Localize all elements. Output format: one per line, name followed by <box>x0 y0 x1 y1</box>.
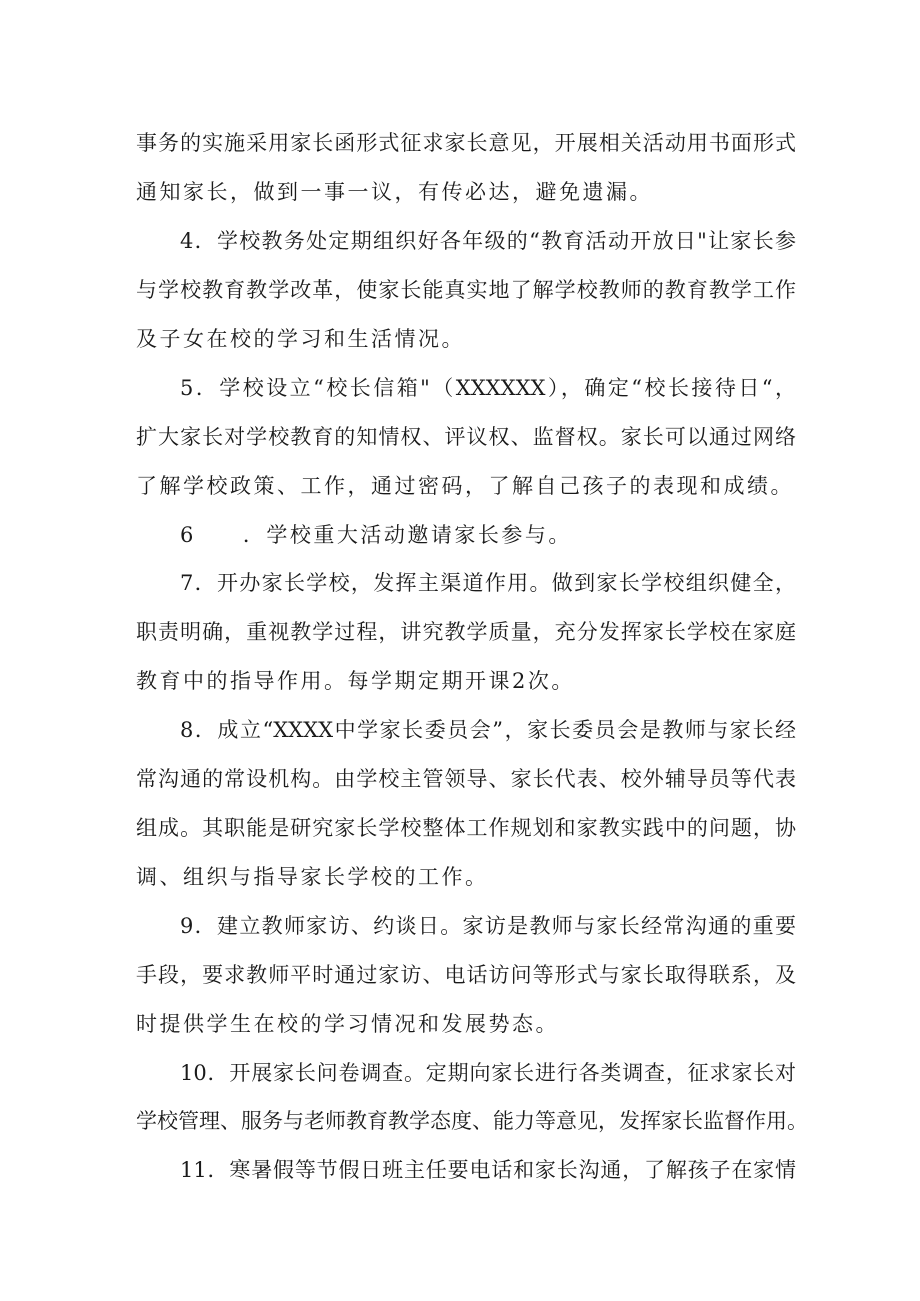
text-line: 及子女在校的学习和生活情况。 <box>136 327 465 351</box>
paragraph-9-start: 9．建立教师家访、约谈日。家访是教师与家长经常沟通的重要 <box>180 914 796 938</box>
text-line: 学校管理、服务与老师教育教学态度、能力等意见，发挥家长监督作用。 <box>136 1109 808 1133</box>
paragraph-4-start: 4．学校教务处定期组织好各年级的“教育活动开放日"让家长参 <box>180 229 796 253</box>
text-line: 了解学校政策、工作，通过密码，了解自己孩子的表现和成绩。 <box>136 474 794 498</box>
text-line: 时提供学生在校的学习情况和发展势态。 <box>136 1012 559 1036</box>
paragraph-10-start: 10．开展家长问卷调查。定期向家长进行各类调查，征求家长对 <box>180 1061 796 1085</box>
text-line: 职责明确，重视教学过程，讲究教学质量，充分发挥家长学校在家庭 <box>136 620 796 644</box>
paragraph-7-start: 7．开办家长学校，发挥主渠道作用。做到家长学校组织健全， <box>180 571 796 595</box>
text-line: 手段，要求教师平时通过家访、电话访问等形式与家长取得联系，及 <box>136 963 796 987</box>
text-line: 扩大家长对学校教育的知情权、评议权、监督权。家长可以通过网络 <box>136 425 796 449</box>
text-line: 常沟通的常设机构。由学校主管领导、家长代表、校外辅导员等代表 <box>136 767 796 791</box>
text-line: 通知家长，做到一事一议，有传必达，避免遗漏。 <box>136 180 653 204</box>
text-line: 与学校教育教学改革，使家长能真实地了解学校教师的教育教学工作 <box>136 278 796 302</box>
paragraph-6: 6 ．学校重大活动邀请家长参与。 <box>180 523 572 547</box>
paragraph-8-start: 8．成立“XXXX中学家长委员会”，家长委员会是教师与家长经 <box>180 718 796 742</box>
text-line: 调、组织与指导家长学校的工作。 <box>136 865 489 889</box>
paragraph-11-start: 11．寒暑假等节假日班主任要电话和家长沟通，了解孩子在家情 <box>180 1158 796 1182</box>
text-line: 组成。其职能是研究家长学校整体工作规划和家教实践中的问题，协 <box>136 816 796 840</box>
text-line: 事务的实施采用家长函形式征求家长意见，开展相关活动用书面形式 <box>136 131 796 155</box>
paragraph-5-start: 5．学校设立“校长信箱"（XXXXXX），确定“校长接待日“， <box>180 376 796 400</box>
text-line: 教育中的指导作用。每学期定期开课2次。 <box>136 669 575 693</box>
